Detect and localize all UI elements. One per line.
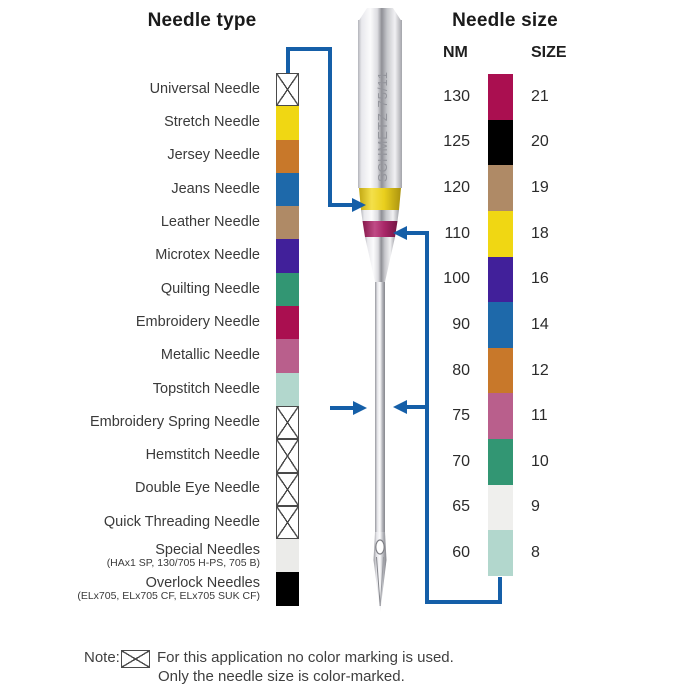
size-value: 20 <box>531 133 549 151</box>
size-value: 21 <box>531 87 549 105</box>
needle-type-label: Metallic Needle <box>160 347 260 364</box>
no-color-marking-icon <box>121 650 150 668</box>
needle-cone <box>365 237 395 282</box>
type-color-swatch <box>276 306 299 339</box>
nm-value: 70 <box>452 452 470 470</box>
size-value: 12 <box>531 361 549 379</box>
needle-shaft <box>375 282 385 532</box>
needle-type-label: Microtex Needle <box>155 247 260 264</box>
size-color-swatch <box>488 165 513 211</box>
size-color-swatch <box>488 348 513 394</box>
type-color-swatch <box>276 239 299 272</box>
nm-value: 100 <box>443 270 470 288</box>
type-color-swatch <box>276 339 299 372</box>
no-color-marking-swatch <box>276 473 299 506</box>
needle-type-label: Topstitch Needle <box>152 380 260 397</box>
needle-brand-text: SCHMETZ 75/11 <box>375 70 390 182</box>
needle-type-list <box>0 73 260 606</box>
type-color-swatch <box>276 140 299 173</box>
no-color-marking-swatch <box>276 506 299 539</box>
needle-type-label: Hemstitch Needle <box>145 447 260 464</box>
nm-value: 110 <box>444 224 470 242</box>
type-color-swatch <box>276 572 299 605</box>
no-color-marking-swatch <box>276 406 299 439</box>
needle-type-row <box>0 339 260 372</box>
nm-column-header: NM <box>443 44 468 61</box>
needle-type-sublabel: (ELx705, ELx705 CF, ELx705 SUK CF) <box>77 590 260 603</box>
needle-type-label: Embroidery Needle <box>135 313 260 330</box>
needle-type-label: Jersey Needle <box>167 147 260 164</box>
size-color-swatch <box>488 120 513 166</box>
type-color-swatch <box>276 206 299 239</box>
size-color-swatch <box>488 74 513 120</box>
type-color-swatch <box>276 273 299 306</box>
type-color-swatch <box>276 539 299 572</box>
size-color-swatch <box>488 530 513 576</box>
needle-type-row <box>0 273 260 306</box>
needle-type-row <box>0 73 260 106</box>
nm-value: 80 <box>452 361 470 379</box>
type-color-swatch <box>276 373 299 406</box>
needle-type-row <box>0 439 260 472</box>
needle-type-row <box>0 539 260 572</box>
no-color-marking-swatch <box>276 439 299 472</box>
needle-type-label: Overlock Needles <box>145 574 260 591</box>
needle-type-label: Jeans Needle <box>171 180 260 197</box>
needle-type-sublabel: (HAx1 SP, 130/705 H-PS, 705 B) <box>106 557 260 570</box>
type-color-swatch <box>276 106 299 139</box>
needle-type-row <box>0 473 260 506</box>
size-value: 14 <box>531 315 549 333</box>
nm-value: 120 <box>443 179 470 197</box>
needle-type-row <box>0 106 260 139</box>
size-value: 16 <box>531 270 549 288</box>
needle-type-label: Special Needles <box>155 541 260 558</box>
size-value: 19 <box>531 179 549 197</box>
needle-band-gap <box>361 210 399 221</box>
nm-value: 75 <box>452 407 470 425</box>
size-value: 9 <box>531 498 540 516</box>
needle-illustration <box>338 4 428 616</box>
size-column-header: SIZE <box>531 44 567 61</box>
size-value: 18 <box>531 224 549 242</box>
type-color-swatch <box>276 173 299 206</box>
needle-type-label: Universal Needle <box>149 80 260 97</box>
nm-value: 90 <box>452 315 470 333</box>
needle-type-row <box>0 406 260 439</box>
needle-type-label: Double Eye Needle <box>135 480 260 497</box>
needle-type-label: Leather Needle <box>160 214 260 231</box>
size-value: 11 <box>531 407 548 425</box>
needle-type-row <box>0 506 260 539</box>
needle-size-title: Needle size <box>452 10 558 31</box>
needle-type-color-strip <box>276 73 299 606</box>
size-color-swatch <box>488 302 513 348</box>
needle-type-row <box>0 306 260 339</box>
note-line1: For this application no color marking is used. <box>157 649 454 666</box>
nm-value: 65 <box>452 498 470 516</box>
needle-shank-top <box>358 8 402 22</box>
needle-type-label: Quick Threading Needle <box>103 513 260 530</box>
size-color-swatch <box>488 211 513 257</box>
needle-type-label: Quilting Needle <box>160 280 260 297</box>
size-value: 10 <box>531 452 549 470</box>
needle-type-row <box>0 140 260 173</box>
size-color-swatch <box>488 485 513 531</box>
needle-type-row <box>0 572 260 605</box>
size-color-swatch <box>488 393 513 439</box>
note-line2: Only the needle size is color-marked. <box>158 668 405 685</box>
needle-eye <box>376 540 384 554</box>
size-color-swatch <box>488 439 513 485</box>
size-color-swatch <box>488 257 513 303</box>
needle-type-row <box>0 373 260 406</box>
needle-type-row <box>0 239 260 272</box>
size-value-list <box>531 74 591 576</box>
needle-size-band <box>363 221 398 237</box>
nm-value: 130 <box>443 87 470 105</box>
needle-type-row <box>0 173 260 206</box>
needle-type-band <box>359 188 401 210</box>
nm-value: 60 <box>452 544 470 562</box>
needle-type-label: Embroidery Spring Needle <box>89 413 260 430</box>
no-color-marking-swatch <box>276 73 299 106</box>
needle-type-label: Stretch Needle <box>164 114 260 131</box>
needle-size-color-strip <box>488 74 513 576</box>
size-value: 8 <box>531 544 540 562</box>
note-label: Note: <box>84 649 120 666</box>
nm-value: 125 <box>443 133 470 151</box>
needle-type-title: Needle type <box>147 10 257 31</box>
needle-type-row <box>0 206 260 239</box>
